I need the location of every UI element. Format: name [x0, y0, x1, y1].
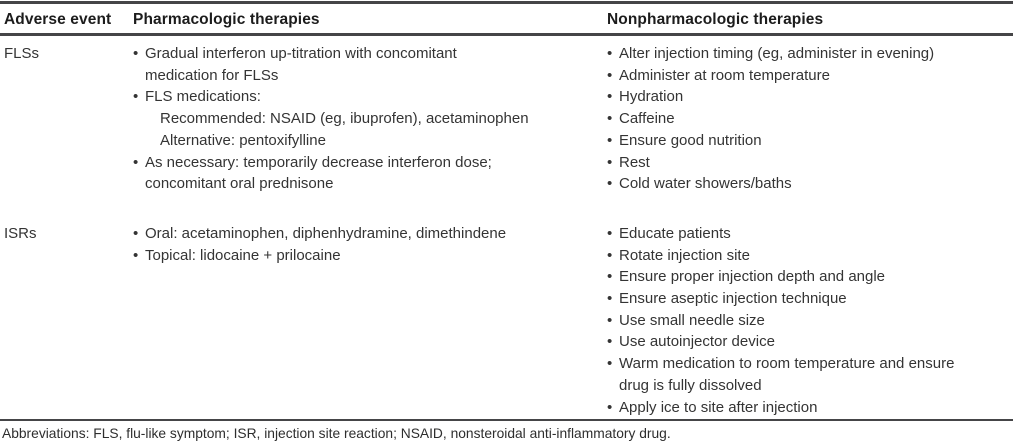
list-item-text [619, 288, 1013, 310]
bullet-icon: • [607, 66, 613, 84]
list-item-text [619, 86, 1013, 108]
bullet-icon: • [607, 153, 613, 171]
list-item [133, 86, 600, 108]
table-footer-rule [0, 419, 1013, 421]
list-item-text [619, 266, 1013, 288]
bullet-icon: • [133, 88, 139, 106]
list-item [607, 130, 1013, 152]
pharmacologic-cell [133, 43, 600, 195]
abbreviations-footnote: Abbreviations: FLS, flu-like symptom; ISR, injection site reaction; NSAID, nonsteroidal anti-inflammatory drug. [2, 426, 671, 442]
list-item [607, 397, 1013, 419]
list-item [607, 223, 1013, 245]
text-line: Rotate injection site [619, 246, 750, 264]
text-line: concomitant oral prednisone [145, 175, 334, 193]
text-line: FLS medications: [145, 88, 261, 106]
text-line: Topical: lidocaine + prilocaine [145, 246, 341, 264]
sub-list-item [160, 130, 600, 152]
list-item-text [145, 223, 600, 245]
text-line: Ensure good nutrition [619, 131, 762, 149]
bullet-icon: • [607, 268, 613, 286]
list-item-text [619, 152, 1013, 174]
bullet-icon: • [607, 110, 613, 128]
list-item [607, 353, 1013, 396]
bullet-icon: • [133, 45, 139, 62]
bullet-icon: • [607, 175, 613, 193]
text-line: Use small needle size [619, 311, 765, 329]
list-item [607, 266, 1013, 288]
list-item-text [619, 130, 1013, 152]
bullet-icon: • [607, 246, 613, 264]
bullet-icon: • [607, 311, 613, 329]
nonpharmacologic-cell [600, 223, 1013, 418]
list-item-text [619, 310, 1013, 332]
list-item-text [619, 108, 1013, 130]
list-item-text [145, 86, 600, 108]
text-line: Use autoinjector device [619, 333, 775, 351]
sub-list-item [160, 108, 600, 130]
list-item [607, 310, 1013, 332]
list-item [133, 223, 600, 245]
text-line: Alter injection timing (eg, administer in evening) [619, 45, 935, 62]
pharmacologic-cell [133, 223, 600, 266]
text-line: Ensure aseptic injection technique [619, 290, 847, 308]
text-line: Ensure proper injection depth and angle [619, 268, 886, 286]
text-line: Recommended: NSAID (eg, ibuprofen), acetaminophen [160, 110, 529, 128]
table-header-row [0, 4, 1013, 33]
bullet-icon: • [607, 398, 613, 416]
list-item-text [160, 108, 600, 130]
list-item-text [145, 43, 600, 86]
text-line: As necessary: temporarily decrease interferon dose; [145, 153, 492, 171]
adverse-event-label: ISRs [4, 224, 37, 242]
text-line: Oral: acetaminophen, diphenhydramine, dimethindene [145, 224, 507, 242]
bullet-icon: • [607, 45, 613, 62]
text-line: Cold water showers/baths [619, 175, 792, 193]
list-item-text [619, 65, 1013, 87]
list-item-text [145, 245, 600, 267]
bullet-icon: • [133, 153, 139, 171]
bullet-icon: • [607, 131, 613, 149]
text-line: Educate patients [619, 224, 731, 242]
list-item-text [160, 130, 600, 152]
bullet-icon: • [607, 224, 613, 242]
table-row [0, 223, 1013, 418]
table-body [0, 36, 1013, 418]
text-line: Rest [619, 153, 650, 171]
bullet-icon: • [607, 355, 613, 373]
text-line: Caffeine [619, 110, 675, 128]
text-line: Hydration [619, 88, 684, 106]
column-header-nonpharmacologic-therapies: Nonpharmacologic therapies [607, 11, 824, 28]
column-header-pharmacologic-therapies: Pharmacologic therapies [133, 11, 320, 28]
text-line: Administer at room temperature [619, 66, 830, 84]
list-item [133, 245, 600, 267]
text-line: Gradual interferon up-titration with concomitant [145, 45, 457, 62]
list-item [607, 331, 1013, 353]
bullet-icon: • [133, 246, 139, 264]
adverse-event-cell [0, 223, 133, 245]
bullet-icon: • [607, 333, 613, 351]
list-item [607, 245, 1013, 267]
list-item-text [619, 43, 1013, 65]
list-item [607, 152, 1013, 174]
text-line: Alternative: pentoxifylline [160, 131, 326, 149]
list-item [607, 65, 1013, 87]
text-line: Apply ice to site after injection [619, 398, 818, 416]
list-item-text [619, 353, 1013, 396]
list-item [607, 43, 1013, 65]
column-header-adverse-event: Adverse event [4, 11, 112, 28]
list-item [607, 288, 1013, 310]
list-item [607, 108, 1013, 130]
list-item [133, 152, 600, 195]
adverse-event-label: FLSs [4, 45, 40, 62]
list-item-text [619, 331, 1013, 353]
list-item [607, 173, 1013, 195]
nonpharmacologic-cell [600, 43, 1013, 195]
bullet-icon: • [607, 290, 613, 308]
adverse-event-cell [0, 43, 133, 65]
list-item-text [619, 397, 1013, 419]
list-item-text [619, 173, 1013, 195]
text-line: Warm medication to room temperature and ensure [619, 355, 955, 373]
table-row [0, 43, 1013, 195]
list-item-text [145, 152, 600, 195]
bullet-icon: • [133, 224, 139, 242]
list-item-text [619, 245, 1013, 267]
list-item-text [619, 223, 1013, 245]
list-item [133, 43, 600, 86]
bullet-icon: • [607, 88, 613, 106]
list-item [607, 86, 1013, 108]
text-line: medication for FLSs [145, 66, 279, 84]
text-line: drug is fully dissolved [619, 376, 762, 394]
